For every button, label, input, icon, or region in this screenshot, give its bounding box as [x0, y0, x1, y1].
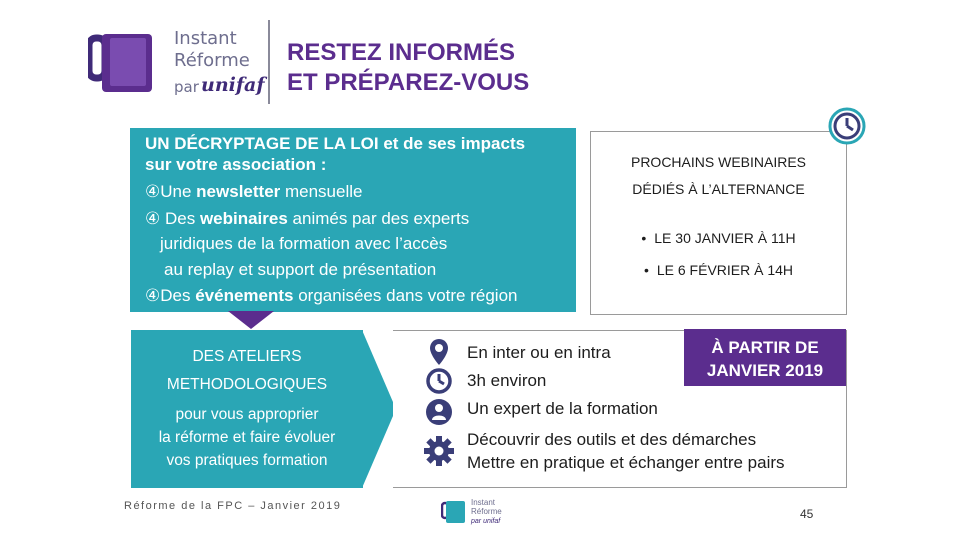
footer-logo-line2: Réforme — [471, 507, 502, 516]
ateliers-line3: pour vous approprier — [175, 406, 319, 423]
footer-logo-brand: par unifaf — [471, 518, 501, 525]
logo-line2: Réforme — [174, 50, 250, 71]
start-date-badge — [684, 329, 846, 386]
gear-icon — [423, 435, 455, 467]
clock-icon — [827, 106, 867, 146]
webinaires-panel — [590, 131, 847, 315]
ateliers-line4: la réforme et faire évoluer — [158, 429, 336, 446]
logo-line1: Instant — [174, 28, 237, 49]
badge-line2: JANVIER 2019 — [706, 361, 824, 380]
webinaires-line2: DÉDIÉS À L’ALTERNANCE — [632, 181, 805, 197]
ateliers-panel — [131, 330, 363, 488]
location-pin-icon — [428, 338, 450, 366]
mug-icon — [441, 500, 467, 524]
decryptage-heading1: UN DÉCRYPTAGE DE LA LOI et de ses impacts — [145, 134, 526, 153]
title-line1: RESTEZ INFORMÉS — [287, 39, 516, 66]
badge-line1: À PARTIR DE — [711, 338, 819, 357]
detail-objective1: Découvrir des outils et des démarches — [467, 430, 757, 449]
webinaires-date2: • LE 6 FÉVRIER À 14H — [643, 262, 794, 278]
decryptage-item-evenements: ④Des événements organisées dans votre région — [145, 286, 518, 305]
decryptage-heading2: sur votre association : — [145, 155, 327, 174]
right-arrow-pointer — [362, 330, 396, 488]
clock-icon — [425, 367, 453, 395]
bullet-4-icon: ④ — [145, 209, 161, 228]
mug-icon — [88, 32, 162, 94]
down-arrow-pointer — [228, 311, 274, 331]
decryptage-item-webinaires-line2: juridiques de la formation avec l’accès — [160, 234, 448, 253]
logo — [88, 20, 268, 104]
bullet-4-icon: ④ — [145, 286, 161, 305]
ateliers-line5: vos pratiques formation — [166, 452, 328, 469]
page-title — [287, 38, 529, 98]
footer-text: Réforme de la FPC – Janvier 2019 — [124, 500, 342, 512]
decryptage-item-webinaires-line3: au replay et support de présentation — [164, 260, 437, 279]
logo-par: par — [174, 78, 199, 96]
decryptage-item-newsletter: ④Une newsletter mensuelle — [145, 182, 363, 201]
detail-expert: Un expert de la formation — [467, 399, 658, 418]
bullet-4-icon: ④ — [145, 182, 161, 201]
title-line2: ET PRÉPAREZ-VOUS — [287, 69, 530, 96]
page-number: 45 — [800, 507, 814, 521]
expert-user-icon — [425, 398, 453, 426]
detail-objective2: Mettre en pratique et échanger entre pairs — [467, 453, 785, 472]
ateliers-line1: DES ATELIERS — [192, 348, 302, 365]
detail-duration: 3h environ — [467, 371, 547, 390]
decryptage-panel — [130, 128, 576, 312]
footer-logo — [441, 498, 521, 528]
logo-brand: unifaf — [201, 74, 265, 96]
ateliers-line2: METHODOLOGIQUES — [166, 376, 328, 393]
webinaires-line1: PROCHAINS WEBINAIRES — [630, 154, 807, 170]
webinaires-date1: • LE 30 JANVIER À 11H — [641, 230, 796, 246]
decryptage-item-webinaires: ④ Des webinaires animés par des experts — [145, 209, 470, 228]
footer-logo-line1: Instant — [471, 498, 496, 507]
detail-location: En inter ou en intra — [467, 343, 611, 362]
logo-divider — [268, 20, 270, 104]
